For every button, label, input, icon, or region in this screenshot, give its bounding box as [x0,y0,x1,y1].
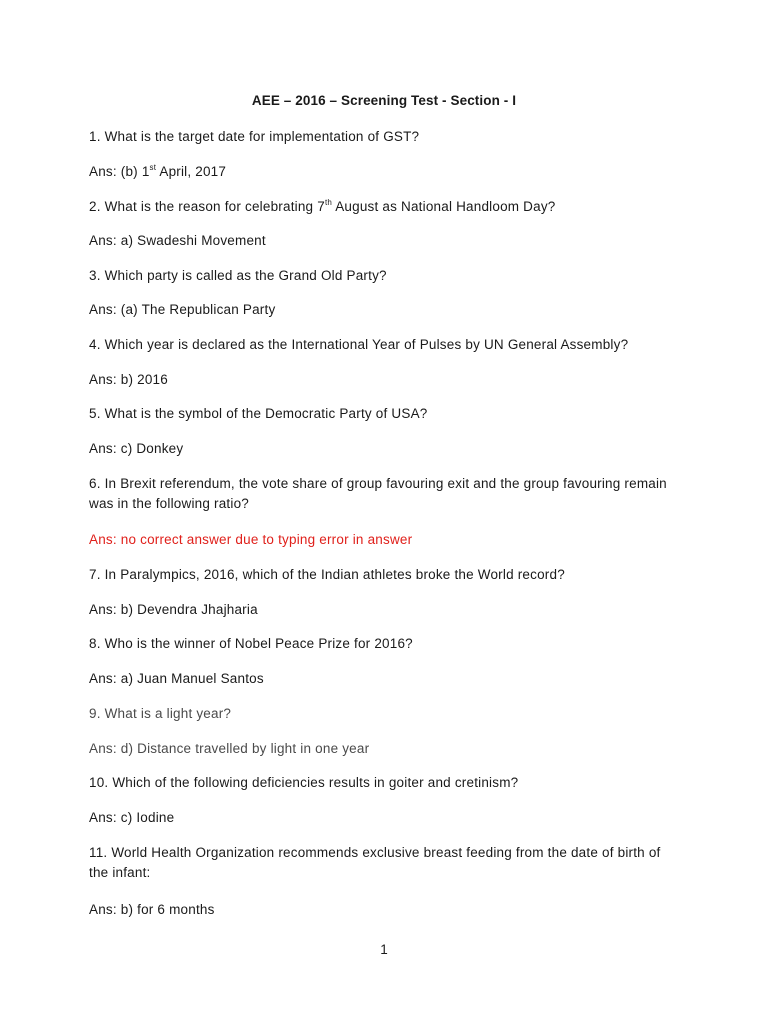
question-2-tail: August as National Handloom Day? [332,199,556,214]
answer-1-superscript: st [149,162,157,172]
question-6: 6. In Brexit referendum, the vote share of group favouring exit and the group favouring remain was in the following ratio? [89,476,667,511]
page-number: 1 [380,942,388,957]
answer-7: Ans: b) Devendra Jhajharia [89,602,258,617]
answer-2: Ans: a) Swadeshi Movement [89,233,266,248]
question-5: 5. What is the symbol of the Democratic Party of USA? [89,406,428,421]
answer-1-tail: April, 2017 [156,164,227,179]
answer-1-text: Ans: (b) 1 [89,164,150,179]
answer-11: Ans: b) for 6 months [89,902,215,917]
answer-1 [89,162,689,182]
question-8: 8. Who is the winner of Nobel Peace Prize for 2016? [89,636,413,651]
question-4: 4. Which year is declared as the International Year of Pulses by UN General Assembly? [89,337,629,352]
question-11: 11. World Health Organization recommends exclusive breast feeding from the date of birth of the infant: [89,845,661,880]
question-1: 1. What is the target date for implementation of GST? [89,129,420,144]
answer-8: Ans: a) Juan Manuel Santos [89,671,264,686]
answer-5: Ans: c) Donkey [89,441,184,456]
question-10: 10. Which of the following deficiencies results in goiter and cretinism? [89,775,519,790]
question-2-text: 2. What is the reason for celebrating 7 [89,199,325,214]
question-2-superscript: th [324,197,333,207]
question-9: 9. What is a light year? [89,706,232,721]
answer-6: Ans: no correct answer due to typing error in answer [89,532,413,547]
answer-4: Ans: b) 2016 [89,372,168,387]
answer-10: Ans: c) Iodine [89,810,175,825]
answer-3: Ans: (a) The Republican Party [89,302,276,317]
question-2 [89,197,689,217]
document-title: AEE – 2016 – Screening Test - Section - I [251,93,517,108]
answer-9: Ans: d) Distance travelled by light in one year [89,741,370,756]
question-7: 7. In Paralympics, 2016, which of the Indian athletes broke the World record? [89,567,565,582]
question-3: 3. Which party is called as the Grand Old Party? [89,268,387,283]
